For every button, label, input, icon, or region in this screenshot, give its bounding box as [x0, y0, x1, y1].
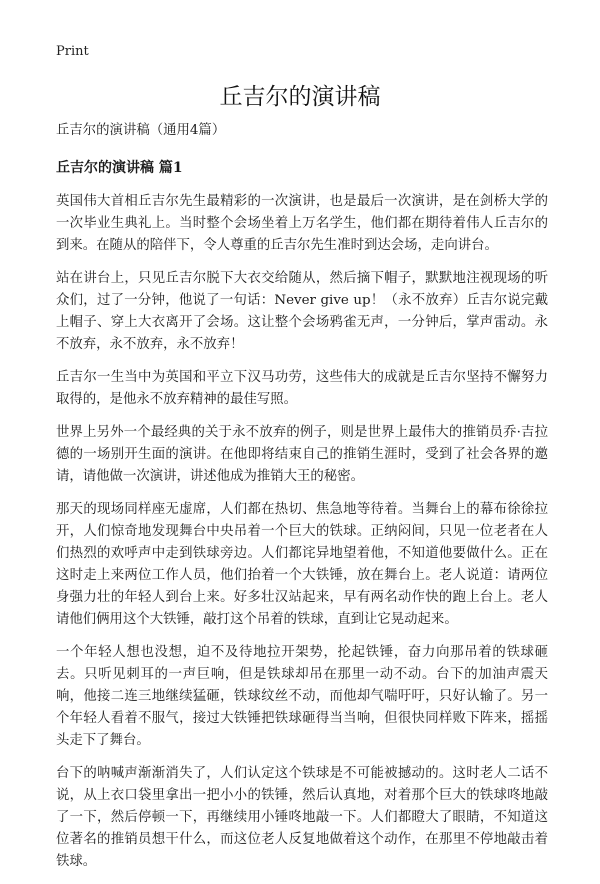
paragraph: 英国伟大首相丘吉尔先生最精彩的一次演讲，也是最后一次演讲，是在剑桥大学的一次毕业生典礼上。当时整个会场坐着上万名学生，他们都在期待着伟人丘吉尔的到来。在随从的陪伴下，令人尊重的丘吉尔先生准时到达会场，走向讲台。	[56, 194, 548, 253]
section-heading: 丘吉尔的演讲稿 篇1	[56, 160, 183, 176]
document-body	[56, 120, 548, 884]
paragraph: 台下的呐喊声渐渐消失了，人们认定这个铁球是不可能被撼动的。这时老人二话不说，从上衣口袋里拿出一把小小的铁锤，然后认真地，对着那个巨大的铁球咚地敲了一下，然后停顿一下，再继续用小锤咚地敲一下。人们都瞪大了眼睛，不知道这位著名的推销员想干什么，而这位老人反复地做着这个动作，在那里不停地敲击着铁球。	[56, 766, 548, 869]
paragraph: 世界上另外一个最经典的关于永不放弃的例子，则是世界上最伟大的推销员乔·吉拉德的一场别开生面的演讲。在他即将结束自己的推销生涯时，受到了社会各界的邀请，请他做一次演讲，讲述他成为推销大王的秘密。	[56, 425, 548, 484]
paragraph: 那天的现场同样座无虚席，人们都在热切、焦急地等待着。当舞台上的幕布徐徐拉开，人们惊奇地发现舞台中央吊着一个巨大的铁球。正纳闷间，只见一位老者在人们热烈的欢呼声中走到铁球旁边。人们都诧异地望着他，不知道他要做什么。正在这时走上来两位工作人员，他们抬着一个大铁锤，放在舞台上。老人说道：请两位身强力壮的年轻人到台上来。好多壮汉站起来，早有两名动作快的跑上台上。老人请他们俩用这个大铁锤，敲打这个吊着的铁球，直到让它晃动起来。	[56, 502, 548, 627]
document-subtitle: 丘吉尔的演讲稿（通用4篇）	[56, 123, 226, 138]
page-title: 丘吉尔的演讲稿	[219, 84, 381, 110]
paragraph: 一个年轻人想也没想，迫不及待地拉开架势，抡起铁锤，奋力向那吊着的铁球砸去。只听见刺耳的一声巨响，但是铁球却吊在那里一动不动。台下的加油声震天响，他接二连三地继续猛砸，铁球纹丝不动，而他却气喘吁吁，只好认输了。另一个年轻人看着不服气，接过大铁锤把铁球砸得当当响，但很快同样败下阵来，摇摇头走下了舞台。	[56, 645, 548, 748]
paragraph: 站在讲台上，只见丘吉尔脱下大衣交给随从，然后摘下帽子，默默地注视现场的听众们，过了一分钟，他说了一句话：Never give up！（永不放弃）丘吉尔说完戴上帽子、穿上大衣离开了会场。这让整个会场鸦雀无声，一分钟后，掌声雷动。永不放弃，永不放弃，永不放弃！	[56, 271, 548, 352]
print-link[interactable]: Print	[56, 44, 89, 59]
paragraph: 丘吉尔一生当中为英国和平立下汉马功劳，这些伟大的成就是丘吉尔坚持不懈努力取得的，是他永不放弃精神的最佳写照。	[56, 370, 548, 407]
